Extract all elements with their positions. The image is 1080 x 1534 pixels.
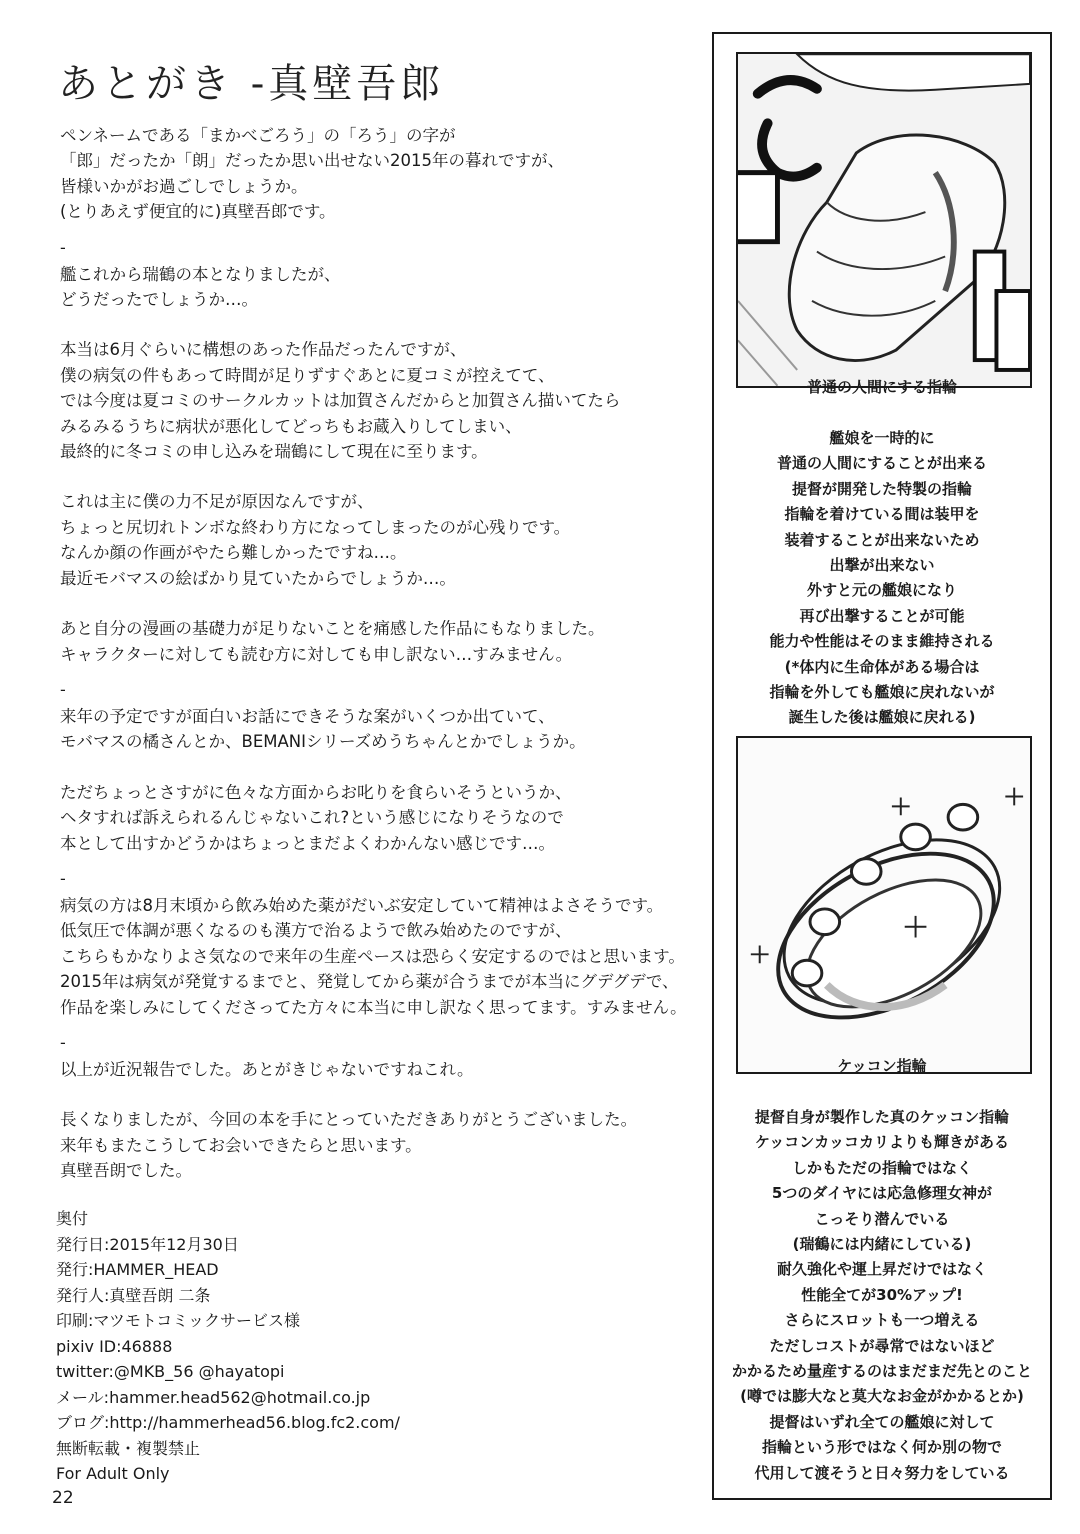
desc-line: 能力や性能はそのまま維持される [769,632,995,651]
text-line: なんか顔の作画がやたら難しかったですね…。 [60,543,407,563]
desc-line: 指輪を外しても艦娘に戻れないが [769,683,995,702]
hand-sketch-icon [738,54,1030,386]
desc-line: 誕生した後は艦娘に戻れる) [788,708,976,727]
ring-description-kekkon [714,1105,1050,1486]
text-line: 皆様いかがお過ごしでしょうか。 [60,176,308,196]
colophon-line: ブログ:http://hammerhead56.blog.fc2.com/ [56,1413,400,1432]
text-line: 真壁吾朗でした。 [60,1161,192,1181]
ring-icon [738,738,1030,1072]
text-line: これは主に僕の力不足が原因なんですが、 [60,492,374,512]
desc-line: 装着することが出来ないため [784,530,980,549]
paragraph-9 [60,1057,696,1082]
colophon-line: pixiv ID:46888 [56,1336,173,1356]
ring-caption-normal: 普通の人間にする指輪 [806,378,957,396]
colophon-line: 無断転載・複製禁止 [56,1438,201,1458]
ring-info-panel [712,32,1052,1500]
separator: - [60,679,66,699]
text-line: ちょっと尻切れトンボな終わり方になってしまったのが心残りです。 [60,517,571,537]
colophon-line: For Adult Only [56,1464,170,1483]
desc-line: 耐久強化や運上昇だけではなく [776,1260,987,1279]
colophon [56,1206,676,1487]
colophon-line: 発行:HAMMER_HEAD [56,1260,219,1279]
paragraph-7 [60,780,696,856]
text-line: どうだったでしょうか…。 [60,290,258,310]
paragraph-2 [60,262,696,313]
text-line: 来年の予定ですが面白いお話にできそうな案がいくつか出ていて、 [60,706,555,726]
text-line: 本当は6月ぐらいに構想のあった作品だったんですが、 [60,340,467,360]
text-line: 来年もまたこうしてお会いできたらと思います。 [60,1135,422,1155]
desc-line: 提督が開発した特製の指輪 [791,479,972,498]
text-line: 長くなりましたが、今回の本を手にとっていただきありがとうございました。 [60,1110,638,1130]
desc-line: 再び出撃することが可能 [799,606,965,625]
ring-illustration [736,736,1032,1074]
colophon-line: 発行人:真壁吾朗 二条 [56,1285,211,1305]
text-line: 「郎」だったか「朗」だったか思い出せない2015年の暮れですが、 [60,151,564,171]
desc-line: 5つのダイヤには応急修理女神が [771,1184,993,1203]
desc-line: (*体内に生命体がある場合は [784,657,980,676]
desc-line: しかもただの指輪ではなく [791,1158,972,1177]
text-line: 僕の病気の件もあって時間が足りずすぐあとに夏コミが控えてて、 [60,365,555,385]
desc-line: (噂では膨大なと莫大なお金がかかるとか) [740,1387,1024,1406]
text-line: (とりあえず便宜的に)真壁吾郎です。 [60,202,336,222]
paragraph-4 [60,489,696,591]
separator: - [60,1032,66,1052]
desc-line: 指輪という形ではなく何か別の物で [761,1438,1002,1457]
text-line: 以上が近況報告でした。あとがきじゃないですねこれ。 [60,1059,474,1079]
text-line: ただちょっとさすがに色々な方面からお叱りを食らいそうというか、 [60,782,572,802]
text-line: 最終的に冬コミの申し込みを瑞鶴にして現在に至ります。 [60,442,488,462]
text-line: 作品を楽しみにしてくださってた方々に本当に申し訳なく思ってます。すみません。 [60,997,687,1017]
manga-panel-hand-illustration [736,52,1032,388]
text-line: ペンネームである「まかべごろう」の「ろう」の字が [60,126,456,145]
colophon-line: 印刷:マツモトコミックサービス様 [56,1311,300,1330]
desc-line: さらにスロットも一つ増える [784,1311,980,1330]
paragraph-5 [60,616,696,667]
desc-line: (瑞鶴には内緒にしている) [792,1235,972,1254]
text-line: 低気圧で体調が悪くなるのも漢方で治るようで飲み始めたのですが、 [60,921,572,941]
desc-line: こっそり潜んでいる [814,1209,950,1228]
paragraph-10 [60,1107,696,1183]
page-number: 22 [52,1488,74,1508]
desc-line: 普通の人間にすることが出来る [776,454,987,473]
desc-line: 外すと元の艦娘になり [806,581,957,600]
text-line: 病気の方は8月末頃から飲み始めた薬がだいぶ安定していて精神はよさそうです。 [60,895,664,915]
separator: - [60,237,66,257]
desc-line: 代用して渡そうと日々努力をしている [754,1463,1010,1482]
text-line: キャラクターに対しても読む方に対しても申し訳ない…すみません。 [60,644,573,664]
desc-line: 提督はいずれ全ての艦娘に対して [769,1412,995,1431]
text-line: 本として出すかどうかはちょっとまだよくわかんない感じです…。 [60,833,555,853]
ring-caption-kekkon: ケッコン指輪 [837,1057,927,1075]
desc-line: 出撃が出来ない [829,556,935,575]
text-line: では今度は夏コミのサークルカットは加賀さんだからと加賀さん描いてたら [60,391,621,411]
colophon-line: 発行日:2015年12月30日 [56,1234,239,1254]
text-line: ヘタすれば訴えられるんじゃないこれ?という感じになりそうなので [60,808,564,828]
paragraph-3 [60,337,696,464]
paragraph-8 [60,893,696,1020]
text-line: 最近モバマスの絵ばかり見ていたからでしょうか…。 [60,568,456,588]
text-line: みるみるうちに病状が悪化してどっちもお蔵入りしてしまい、 [60,416,522,436]
text-line: あと自分の漫画の基礎力が足りないことを痛感した作品にもなりました。 [60,619,605,639]
desc-line: ただしコストが尋常ではないほど [769,1336,995,1355]
desc-line: 性能全てが30%アップ! [801,1285,963,1304]
paragraph-1 [60,123,696,225]
afterword-column [56,52,696,1209]
text-line: 2015年は病気が発覚するまでと、発覚してから薬が合うまでが本当にグデグデで、 [60,972,679,992]
separator: - [60,868,66,888]
colophon-line: メール:hammer.head562@hotmail.co.jp [56,1387,371,1407]
paragraph-6 [60,704,696,755]
ring-description-normal [714,426,1050,731]
text-line: 艦これから瑞鶴の本となりましたが、 [60,264,341,284]
desc-line: 艦娘を一時的に [829,429,935,447]
colophon-heading: 奥付 [56,1209,89,1228]
desc-line: 提督自身が製作した真のケッコン指輪 [754,1108,1010,1126]
text-line: こちらもかなりよさ気なので来年の生産ペースは恐らく安定するのではと思います。 [60,946,685,966]
desc-line: 指輪を着けている間は装甲を [784,505,980,524]
text-line: モバマスの橘さんとか、BEMANIシリーズめうちゃんとかでしょうか。 [60,732,586,752]
afterword-title: あとがき -真壁吾郎 [58,61,445,107]
colophon-line: twitter:@MKB_56 @hayatopi [56,1362,285,1381]
desc-line: かかるため量産するのはまだまだ先とのこと [731,1362,1032,1381]
desc-line: ケッコンカッコカリよりも輝きがある [754,1133,1010,1152]
